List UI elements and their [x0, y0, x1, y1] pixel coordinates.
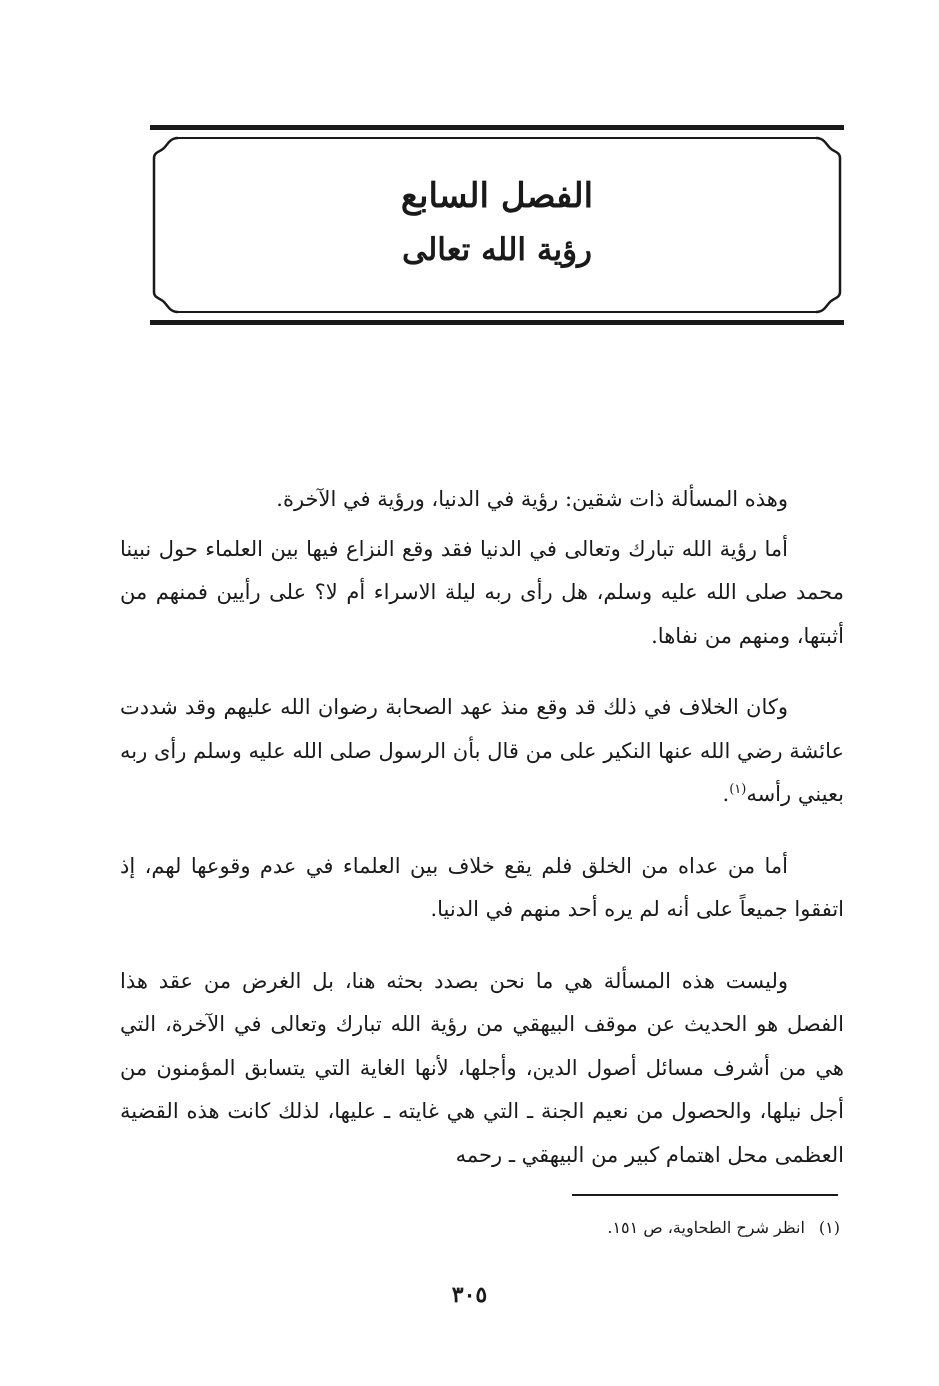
footnote [420, 1216, 840, 1240]
paragraph-3-text: وكان الخلاف في ذلك قد وقع منذ عهد الصحابة رضوان الله عليهم وقد شددت عائشة رضي الله عنها النكير على من قال بأن الرسول صلى الله عليه وسلم رأى ربه بعيني رأسه [120, 695, 844, 806]
paragraph-2: أما رؤية الله تبارك وتعالى في الدنيا فقد وقع النزاع فيها بين العلماء حول نبينا محمد صلى الله عليه وسلم، هل رأى ربه ليلة الاسراء أم لا؟ على رأيين فمنهم من أثبتها، ومنهم من نفاها. [120, 536, 844, 648]
footnote-separator [572, 1194, 838, 1196]
page-number: ٣٠٥ [451, 1282, 488, 1308]
header-bottom-rule [150, 320, 844, 325]
paragraph-4: أما من عداه من الخلق فلم يقع خلاف بين العلماء في عدم وقوعها لهم، إذ اتفقوا جميعاً على أنه لم يره أحد منهم في الدنيا. [120, 853, 844, 921]
body-text [120, 478, 844, 1177]
chapter-subject: رؤية الله تعالى [401, 232, 593, 268]
paragraph-3 [120, 686, 844, 817]
footnote-reference[interactable]: (١) [729, 782, 747, 797]
footnote-number: (١) [818, 1218, 840, 1237]
chapter-number: الفصل السابع [400, 176, 594, 216]
chapter-frame-ornament [140, 130, 854, 320]
paragraph-3-end: . [722, 782, 730, 806]
paragraph-1: وهذه المسألة ذات شقين: رؤية في الدنيا، ورؤية في الآخرة. [276, 487, 788, 511]
paragraph-5: وليست هذه المسألة هي ما نحن بصدد بحثه هنا، بل الغرض من عقد هذا الفصل هو الحديث عن موقف البيهقي من رؤية الله تبارك وتعالى في الآخرة، التي هي من أشرف مسائل أصول الدين، وأجلها، لأنها الغاية التي يتسابق المؤمنون من أجل نيلها، والحصول من نعيم الجنة ـ التي هي غايته ـ عليها، لذلك كانت هذه القضية العظمى محل اهتمام كبير من البيهقي ـ رحمه [120, 968, 844, 1167]
footnote-text: انظر شرح الطحاوية، ص ١٥١. [607, 1218, 805, 1237]
